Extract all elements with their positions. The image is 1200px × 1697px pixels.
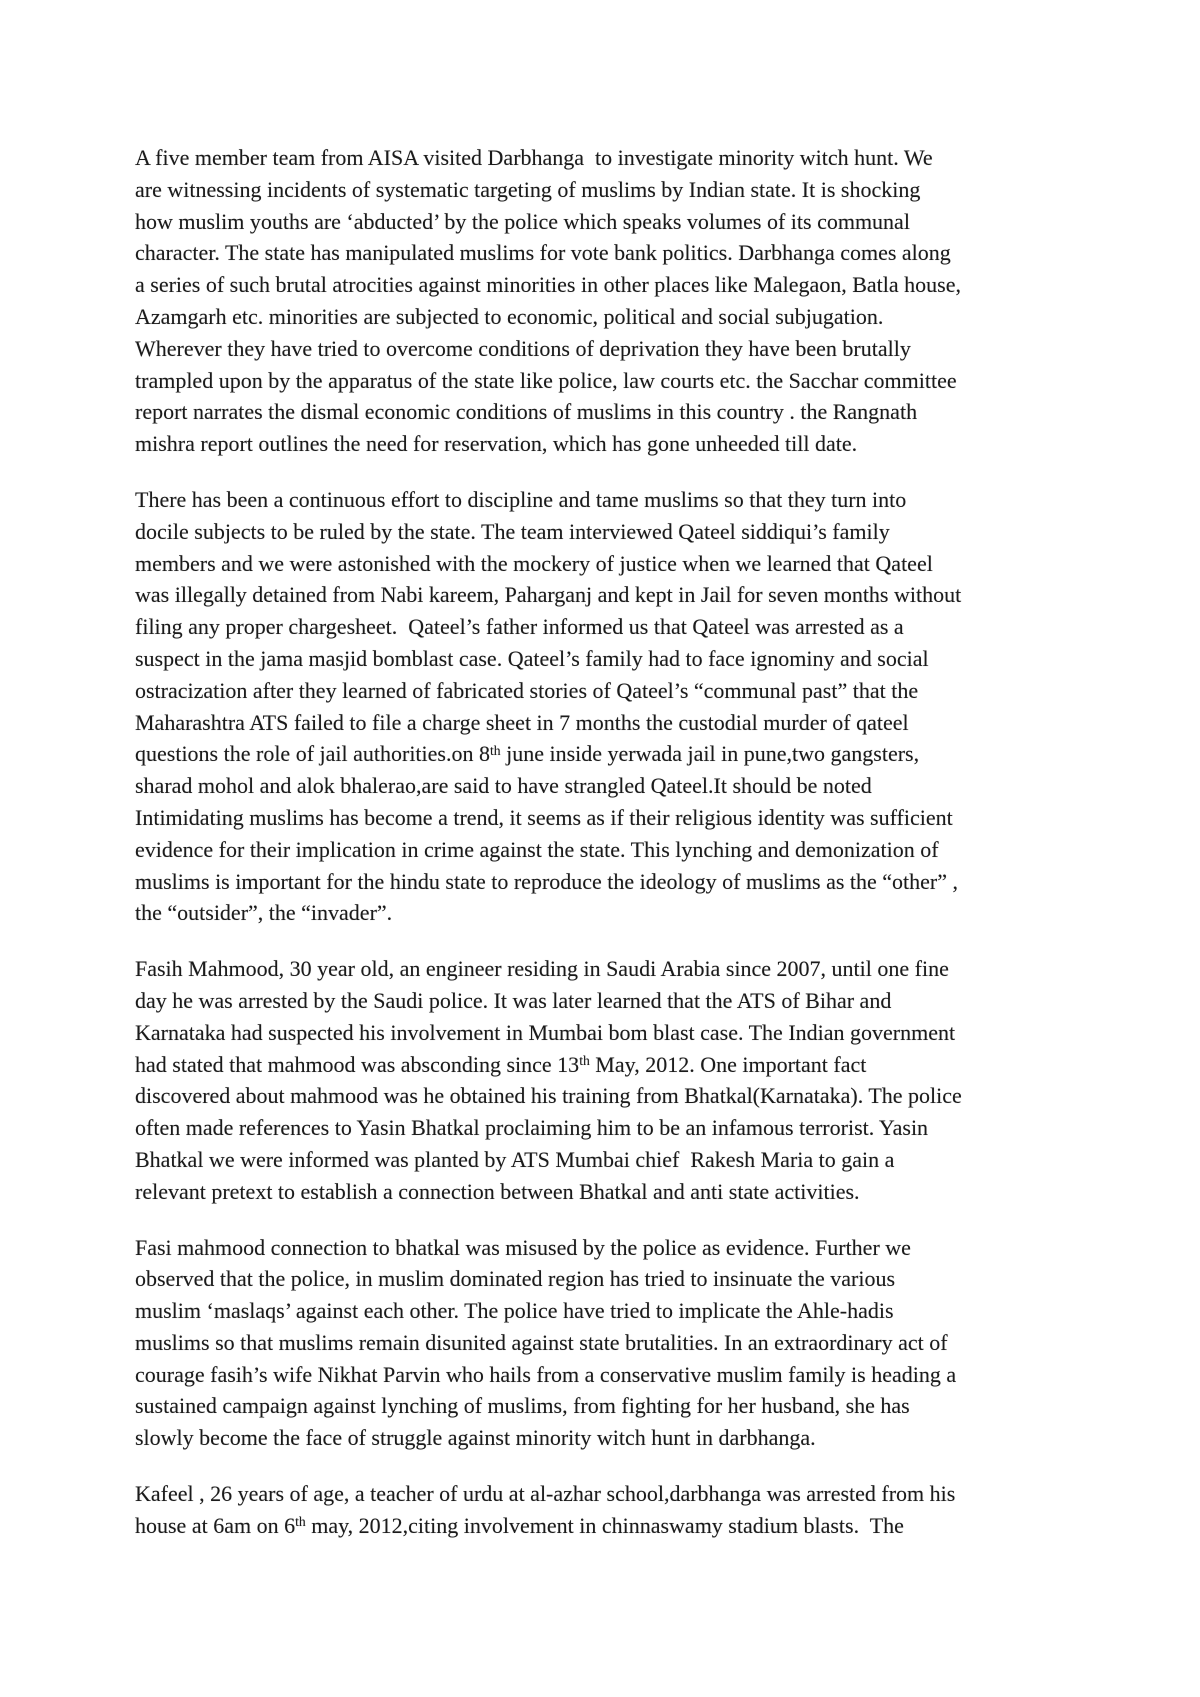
text-line: [135, 738, 1080, 770]
text-line: [135, 484, 1080, 516]
text-segment: slowly become the face of struggle against minority witch hunt in darbhanga.: [135, 1425, 816, 1451]
text-line: [135, 1112, 1080, 1144]
text-segment: Fasih Mahmood, 30 year old, an engineer residing in Saudi Arabia since 2007, until one fine: [135, 956, 949, 982]
text-line: [135, 675, 1080, 707]
text-line: [135, 802, 1080, 834]
text-line: [135, 611, 1080, 643]
text-segment: muslim ‘maslaqs’ against each other. The police have tried to implicate the Ahle-hadis: [135, 1298, 894, 1324]
text-line: [135, 269, 1080, 301]
text-segment: character. The state has manipulated muslims for vote bank politics. Darbhanga comes along: [135, 240, 951, 266]
text-segment: muslims so that muslims remain disunited against state brutalities. In an extraordinary act of: [135, 1329, 948, 1355]
text-segment: filing any proper chargesheet. Qateel’s father informed us that Qateel was arrested as a: [135, 614, 904, 640]
superscript-text: th: [490, 742, 501, 758]
text-segment: sustained campaign against lynching of muslims, from fighting for her husband, she has: [135, 1393, 910, 1419]
text-line: [135, 516, 1080, 548]
text-segment: Wherever they have tried to overcome conditions of deprivation they have been brutally: [135, 335, 911, 361]
text-line: [135, 1327, 1080, 1359]
text-line: [135, 1232, 1080, 1264]
text-line: [135, 237, 1080, 269]
text-line: [135, 396, 1080, 428]
text-segment: May, 2012. One important fact: [589, 1051, 867, 1077]
text-line: [135, 985, 1080, 1017]
text-line: [135, 548, 1080, 580]
text-line: [135, 1049, 1080, 1081]
text-segment: are witnessing incidents of systematic targeting of muslims by Indian state. It is shocking: [135, 176, 921, 202]
text-segment: members and we were astonished with the mockery of justice when we learned that Qateel: [135, 550, 933, 576]
text-segment: Bhatkal we were informed was planted by ATS Mumbai chief Rakesh Maria to gain a: [135, 1146, 895, 1172]
text-line: [135, 1359, 1080, 1391]
text-segment: Fasi mahmood connection to bhatkal was misused by the police as evidence. Further we: [135, 1234, 911, 1260]
text-line: [135, 1422, 1080, 1454]
text-segment: A five member team from AISA visited Darbhanga to investigate minority witch hunt. We: [135, 145, 933, 170]
text-segment: was illegally detained from Nabi kareem, Paharganj and kept in Jail for seven months without: [135, 582, 962, 608]
superscript-text: th: [579, 1052, 590, 1068]
text-line: [135, 142, 1080, 174]
text-line: [135, 1017, 1080, 1049]
text-segment: a series of such brutal atrocities against minorities in other places like Malegaon, Batla house,: [135, 272, 961, 298]
paragraph-2: [135, 484, 1080, 929]
text-line: [135, 707, 1080, 739]
text-segment: trampled upon by the apparatus of the state like police, law courts etc. the Sacchar committee: [135, 367, 957, 393]
text-segment: Azamgarh etc. minorities are subjected to economic, political and social subjugation.: [135, 303, 884, 329]
text-segment: Kafeel , 26 years of age, a teacher of urdu at al-azhar school,darbhanga was arrested from his: [135, 1481, 956, 1507]
text-line: [135, 1390, 1080, 1422]
paragraph-3: [135, 953, 1080, 1207]
text-segment: june inside yerwada jail in pune,two gangsters,: [500, 741, 920, 767]
text-line: [135, 953, 1080, 985]
text-segment: the “outsider”, the “invader”.: [135, 900, 393, 926]
text-segment: Intimidating muslims has become a trend, it seems as if their religious identity was sufficient: [135, 804, 953, 830]
text-line: [135, 1263, 1080, 1295]
text-segment: questions the role of jail authorities.on 8: [135, 741, 490, 767]
text-line: [135, 365, 1080, 397]
text-segment: had stated that mahmood was absconding since 13: [135, 1051, 580, 1077]
text-line: [135, 897, 1080, 929]
text-segment: report narrates the dismal economic conditions of muslims in this country . the Rangnath: [135, 399, 918, 425]
text-line: [135, 1176, 1080, 1208]
text-segment: muslims is important for the hindu state to reproduce the ideology of muslims as the “other” ,: [135, 868, 959, 894]
text-line: [135, 301, 1080, 333]
paragraph-5: [135, 1478, 1080, 1542]
document-body: [135, 142, 1080, 1566]
text-line: [135, 206, 1080, 238]
text-segment: courage fasih’s wife Nikhat Parvin who hails from a conservative muslim family is heading a: [135, 1361, 957, 1387]
text-line: [135, 834, 1080, 866]
text-line: [135, 1295, 1080, 1327]
text-segment: may, 2012,citing involvement in chinnaswamy stadium blasts. The: [305, 1512, 904, 1538]
text-segment: There has been a continuous effort to discipline and tame muslims so that they turn into: [135, 486, 907, 512]
text-segment: ostracization after they learned of fabricated stories of Qateel’s “communal past” that the: [135, 677, 919, 703]
text-line: [135, 333, 1080, 365]
text-segment: docile subjects to be ruled by the state. The team interviewed Qateel siddiqui’s family: [135, 518, 890, 544]
text-segment: evidence for their implication in crime against the state. This lynching and demonization of: [135, 836, 939, 862]
text-segment: relevant pretext to establish a connection between Bhatkal and anti state activities.: [135, 1178, 860, 1204]
text-line: [135, 579, 1080, 611]
paragraph-4: [135, 1232, 1080, 1455]
text-segment: house at 6am on 6: [135, 1512, 296, 1538]
text-line: [135, 1510, 1080, 1542]
superscript-text: th: [295, 1514, 306, 1530]
text-line: [135, 866, 1080, 898]
text-segment: observed that the police, in muslim dominated region has tried to insinuate the various: [135, 1266, 896, 1292]
text-line: [135, 1080, 1080, 1112]
text-segment: often made references to Yasin Bhatkal proclaiming him to be an infamous terrorist. Yasin: [135, 1115, 929, 1141]
text-line: [135, 428, 1080, 460]
text-segment: suspect in the jama masjid bomblast case. Qateel’s family had to face ignominy and social: [135, 645, 929, 671]
text-segment: Maharashtra ATS failed to file a charge sheet in 7 months the custodial murder of qateel: [135, 709, 909, 735]
paragraph-1: [135, 142, 1080, 460]
text-segment: sharad mohol and alok bhalerao,are said to have strangled Qateel.It should be noted: [135, 773, 872, 799]
text-line: [135, 174, 1080, 206]
text-line: [135, 643, 1080, 675]
text-segment: discovered about mahmood was he obtained his training from Bhatkal(Karnataka). The police: [135, 1083, 962, 1109]
text-segment: day he was arrested by the Saudi police. It was later learned that the ATS of Bihar and: [135, 987, 892, 1013]
text-segment: how muslim youths are ‘abducted’ by the police which speaks volumes of its communal: [135, 208, 910, 234]
text-line: [135, 1144, 1080, 1176]
text-line: [135, 770, 1080, 802]
text-segment: mishra report outlines the need for reservation, which has gone unheeded till date.: [135, 431, 858, 457]
text-segment: Karnataka had suspected his involvement in Mumbai bom blast case. The Indian government: [135, 1019, 956, 1045]
text-line: [135, 1478, 1080, 1510]
